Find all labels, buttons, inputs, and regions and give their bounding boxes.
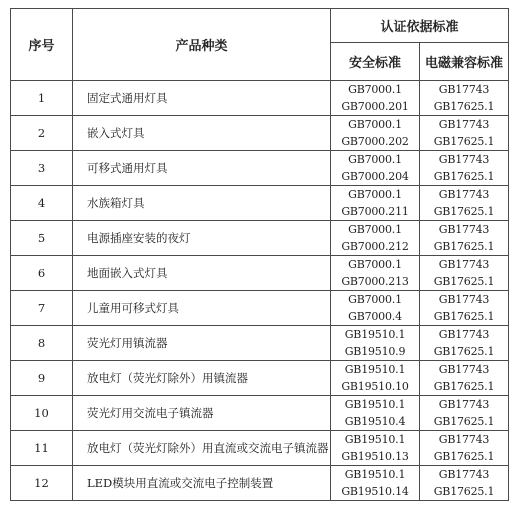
header-product: 产品种类 [73,9,331,81]
row-safety-standards [331,256,420,291]
row-emc-standards [420,186,509,221]
emc-standard: GB17743 [438,468,490,481]
table-row [11,291,509,326]
emc-standard: GB17743 [438,188,490,201]
row-index: 7 [11,291,73,326]
row-emc-standards [420,291,509,326]
row-product: 固定式通用灯具 [73,81,331,116]
header-safety: 安全标准 [331,43,420,81]
safety-standard: GB19510.14 [341,485,409,498]
table-row [11,326,509,361]
safety-standard: GB19510.13 [341,450,409,463]
row-product: 水族箱灯具 [73,186,331,221]
emc-standard: GB17625.1 [433,205,495,218]
table-body [11,81,509,501]
row-product: 荧光灯用镇流器 [73,326,331,361]
emc-standard: GB17625.1 [433,485,495,498]
row-emc-standards [420,466,509,501]
row-emc-standards [420,256,509,291]
emc-standard: GB17743 [438,433,490,446]
table-row [11,221,509,256]
row-emc-standards [420,221,509,256]
emc-standard: GB17625.1 [433,450,495,463]
emc-standard: GB17743 [438,398,490,411]
safety-standard: GB7000.211 [341,205,409,218]
safety-standard: GB7000.1 [348,293,402,306]
row-product: 放电灯（荧光灯除外）用直流或交流电子镇流器 [73,431,331,466]
row-product: 电源插座安装的夜灯 [73,221,331,256]
row-safety-standards [331,466,420,501]
emc-standard: GB17743 [438,118,490,131]
emc-standard: GB17625.1 [433,240,495,253]
row-index: 9 [11,361,73,396]
row-index: 3 [11,151,73,186]
safety-standard: GB7000.1 [348,188,402,201]
row-index: 8 [11,326,73,361]
emc-standard: GB17625.1 [433,415,495,428]
safety-standard: GB7000.204 [341,170,409,183]
row-product: 放电灯（荧光灯除外）用镇流器 [73,361,331,396]
row-safety-standards [331,151,420,186]
emc-standard: GB17625.1 [433,310,495,323]
safety-standard: GB7000.202 [341,135,409,148]
row-index: 5 [11,221,73,256]
row-safety-standards [331,186,420,221]
header-emc: 电磁兼容标准 [420,43,509,81]
table-row [11,116,509,151]
row-product: 地面嵌入式灯具 [73,256,331,291]
emc-standard: GB17743 [438,363,490,376]
row-emc-standards [420,116,509,151]
row-emc-standards [420,431,509,466]
safety-standard: GB7000.1 [348,223,402,236]
emc-standard: GB17743 [438,83,490,96]
row-index: 2 [11,116,73,151]
row-index: 1 [11,81,73,116]
row-index: 10 [11,396,73,431]
table-row [11,361,509,396]
row-emc-standards [420,151,509,186]
row-product: 荧光灯用交流电子镇流器 [73,396,331,431]
emc-standard: GB17625.1 [433,380,495,393]
emc-standard: GB17625.1 [433,135,495,148]
safety-standard: GB19510.1 [344,468,406,481]
safety-standard: GB19510.10 [341,380,409,393]
row-safety-standards [331,396,420,431]
row-index: 6 [11,256,73,291]
row-index: 12 [11,466,73,501]
table-row [11,466,509,501]
row-safety-standards [331,431,420,466]
emc-standard: GB17625.1 [433,275,495,288]
safety-standard: GB7000.201 [341,100,409,113]
row-safety-standards [331,81,420,116]
safety-standard: GB19510.1 [344,363,406,376]
row-product: 儿童用可移式灯具 [73,291,331,326]
safety-standard: GB19510.9 [344,345,406,358]
certification-standards-table [10,8,509,501]
safety-standard: GB7000.1 [348,258,402,271]
emc-standard: GB17743 [438,293,490,306]
row-index: 11 [11,431,73,466]
safety-standard: GB7000.1 [348,118,402,131]
table-row [11,431,509,466]
header-index: 序号 [11,9,73,81]
safety-standard: GB7000.1 [348,153,402,166]
row-product: 嵌入式灯具 [73,116,331,151]
safety-standard: GB19510.1 [344,328,406,341]
table-row [11,186,509,221]
emc-standard: GB17743 [438,223,490,236]
safety-standard: GB7000.213 [341,275,409,288]
safety-standard: GB7000.4 [348,310,402,323]
safety-standard: GB7000.212 [341,240,409,253]
table-row [11,81,509,116]
emc-standard: GB17625.1 [433,100,495,113]
table-row [11,256,509,291]
safety-standard: GB19510.1 [344,398,406,411]
emc-standard: GB17743 [438,153,490,166]
row-safety-standards [331,326,420,361]
table-row [11,151,509,186]
table-row [11,396,509,431]
emc-standard: GB17625.1 [433,345,495,358]
row-emc-standards [420,396,509,431]
row-safety-standards [331,291,420,326]
header-basis: 认证依据标准 [331,9,509,43]
safety-standard: GB19510.1 [344,433,406,446]
row-product: 可移式通用灯具 [73,151,331,186]
row-emc-standards [420,326,509,361]
emc-standard: GB17625.1 [433,170,495,183]
row-product: LED模块用直流或交流电子控制装置 [73,466,331,501]
row-safety-standards [331,116,420,151]
safety-standard: GB19510.4 [344,415,406,428]
row-index: 4 [11,186,73,221]
row-safety-standards [331,361,420,396]
row-emc-standards [420,361,509,396]
emc-standard: GB17743 [438,258,490,271]
safety-standard: GB7000.1 [348,83,402,96]
row-emc-standards [420,81,509,116]
emc-standard: GB17743 [438,328,490,341]
row-safety-standards [331,221,420,256]
